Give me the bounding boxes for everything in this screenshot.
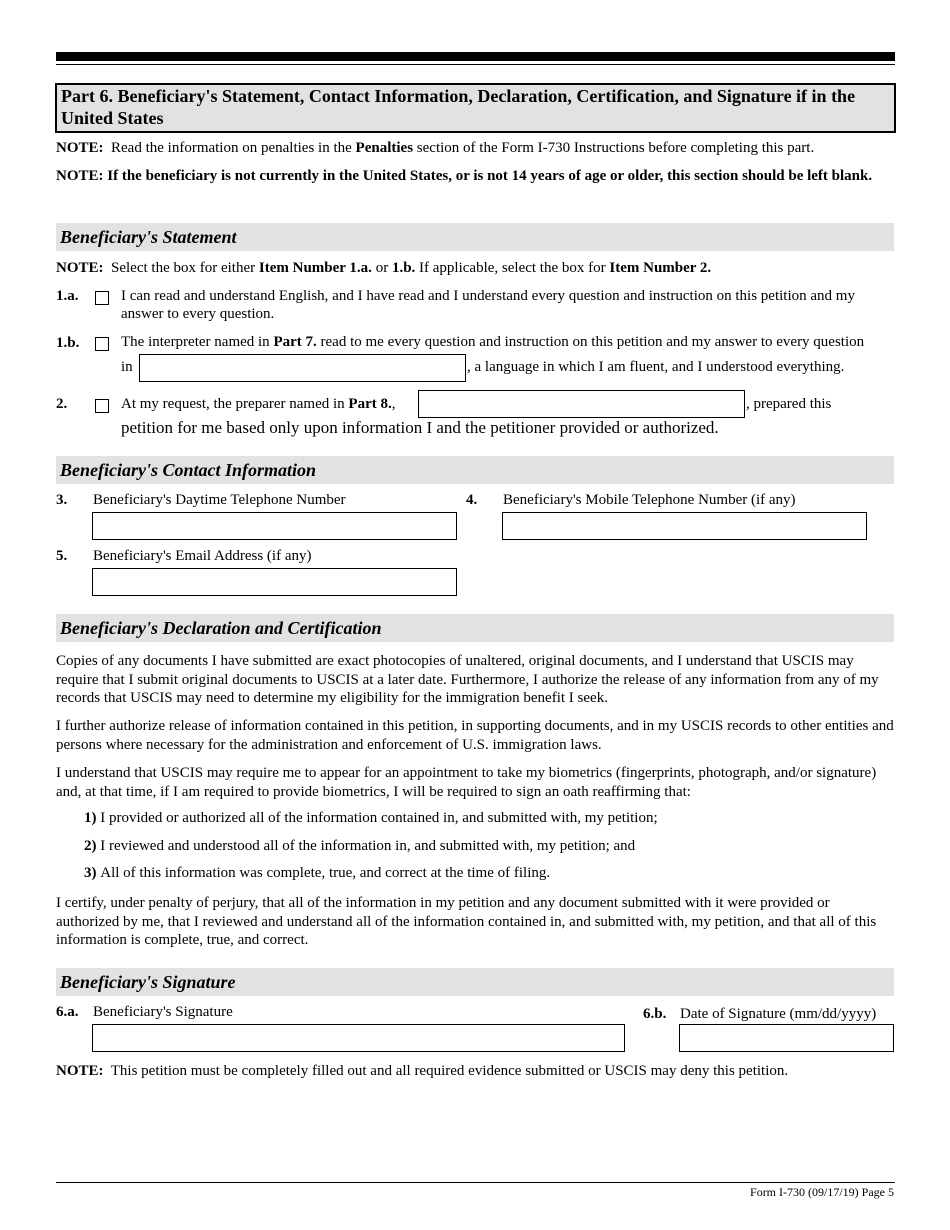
oath-number: 1) (84, 810, 97, 826)
certification-paragraph: I certify, under penalty of perjury, that all of the information in my petition and any document submitted with it were provided or authorized by me, that I reviewed and understand all of the information contained in, and submitted with, my petition, and that all of this information is complete, true, and correct. (56, 895, 877, 949)
section-header-contact: Beneficiary's Contact Information (56, 456, 894, 484)
oath-text: I provided or authorized all of the information contained in, and submitted with, my petition; (100, 810, 658, 826)
item-6b-label: Date of Signature (mm/dd/yyyy) (680, 1006, 877, 1022)
note-text: or (371, 260, 392, 276)
oath-item-2 (84, 838, 635, 855)
preparer-name-field[interactable] (418, 390, 745, 418)
item-2-checkbox[interactable] (95, 399, 109, 413)
item-bold: Part 7. (273, 334, 317, 350)
signature-date-input[interactable] (679, 1024, 894, 1052)
item-6a-label: Beneficiary's Signature (93, 1004, 233, 1020)
item-1b-text (121, 334, 896, 351)
mobile-phone-input[interactable] (502, 512, 867, 540)
note-bold: Item Number 1.a. (258, 260, 372, 276)
item-1a-checkbox[interactable] (95, 291, 109, 305)
item-1b-in: in (121, 359, 133, 375)
oath-number: 3) (84, 865, 97, 881)
signature-field[interactable] (92, 1024, 625, 1052)
item-1a-text: I can read and understand English, and I have read and I understand every question and instruction on this petition and my answer to every question. (121, 288, 855, 322)
note-text: Select the box for either (111, 260, 259, 276)
oath-item-1 (84, 810, 658, 827)
item-3-number: 3. (56, 492, 68, 508)
oath-number: 2) (84, 838, 97, 854)
item-text: The interpreter named in (121, 334, 274, 350)
oath-item-3 (84, 865, 550, 882)
item-4-label: Beneficiary's Mobile Telephone Number (if any) (503, 492, 796, 508)
item-2-continuation: petition for me based only upon information I and the petitioner provided or authorized. (121, 418, 719, 437)
item-1b-tail: , a language in which I am fluent, and I understood everything. (467, 359, 845, 375)
top-rule-thick (56, 52, 895, 61)
item-2-text (121, 396, 396, 413)
item-6a-number: 6.a. (56, 1004, 79, 1020)
note-label: NOTE: (56, 1063, 104, 1079)
footer-rule (56, 1182, 895, 1183)
declaration-paragraph-3: I understand that USCIS may require me to appear for an appointment to take my biometrics (fingerprints, photograph, and/or signature) and, at that time, if I am required to provide biometrics, I will be required to sign an oath reaffirming that: (56, 765, 877, 800)
item-1a-number: 1.a. (56, 288, 79, 304)
final-note (56, 1062, 895, 1080)
section-header-declaration: Beneficiary's Declaration and Certification (56, 614, 894, 642)
note-bold: 1.b. (391, 260, 416, 276)
item-text: , (391, 396, 396, 412)
email-input[interactable] (92, 568, 457, 596)
part-title: Part 6. Beneficiary's Statement, Contact Information, Declaration, Certification, and Signature if in the United States (55, 83, 896, 133)
note-bold: Item Number 2. (609, 260, 712, 276)
section-header-statement: Beneficiary's Statement (56, 223, 894, 251)
item-2-tail: , prepared this (746, 396, 832, 412)
declaration-paragraph-2: I further authorize release of information contained in this petition, in supporting documents, and in my USCIS records to other entities and persons where necessary for the administration and enforcement of U.S. immigration laws. (56, 718, 894, 753)
note-text: If applicable, select the box for (415, 260, 610, 276)
item-3-label: Beneficiary's Daytime Telephone Number (93, 492, 346, 508)
note-text: section of the Form I-730 Instructions before completing this part. (413, 140, 815, 156)
item-6b-number: 6.b. (643, 1006, 667, 1022)
item-bold: Part 8. (348, 396, 392, 412)
note-label: NOTE: (56, 140, 104, 156)
note-label: NOTE: (56, 260, 104, 276)
oath-text: All of this information was complete, true, and correct at the time of filing. (100, 865, 551, 881)
interpreter-language-field[interactable] (139, 354, 466, 382)
statement-note (56, 259, 895, 277)
top-rule-thin (56, 64, 895, 65)
section-header-signature: Beneficiary's Signature (56, 968, 894, 996)
note-text: This petition must be completely filled out and all required evidence submitted or USCIS may deny this petition. (110, 1063, 789, 1079)
note-text: Read the information on penalties in the (111, 140, 356, 156)
item-1b-checkbox[interactable] (95, 337, 109, 351)
not-in-us-note: NOTE: If the beneficiary is not currently in the United States, or is not 14 years of age or older, this section should be left blank. (56, 168, 873, 184)
item-text: At my request, the preparer named in (121, 396, 349, 412)
note-bold: Penalties (355, 140, 414, 156)
declaration-paragraph-1: Copies of any documents I have submitted are exact photocopies of unaltered, original documents, and I understand that USCIS may require that I submit original documents to USCIS at a later date. Furthermore, I authorize the release of any information from any of my records that USCIS may need to determine my eligibility for the immigration benefit I seek. (56, 653, 879, 707)
penalties-note (56, 139, 895, 157)
daytime-phone-input[interactable] (92, 512, 457, 540)
oath-text: I reviewed and understood all of the information in, and submitted with, my petition; and (100, 838, 636, 854)
item-text: read to me every question and instruction on this petition and my answer to every question (316, 334, 865, 350)
item-4-number: 4. (466, 492, 478, 508)
item-5-number: 5. (56, 548, 68, 564)
item-1b-number: 1.b. (56, 335, 80, 351)
page-footer: Form I-730 (09/17/19) Page 5 (750, 1185, 894, 1199)
item-2-number: 2. (56, 396, 68, 412)
item-5-label: Beneficiary's Email Address (if any) (93, 548, 312, 564)
